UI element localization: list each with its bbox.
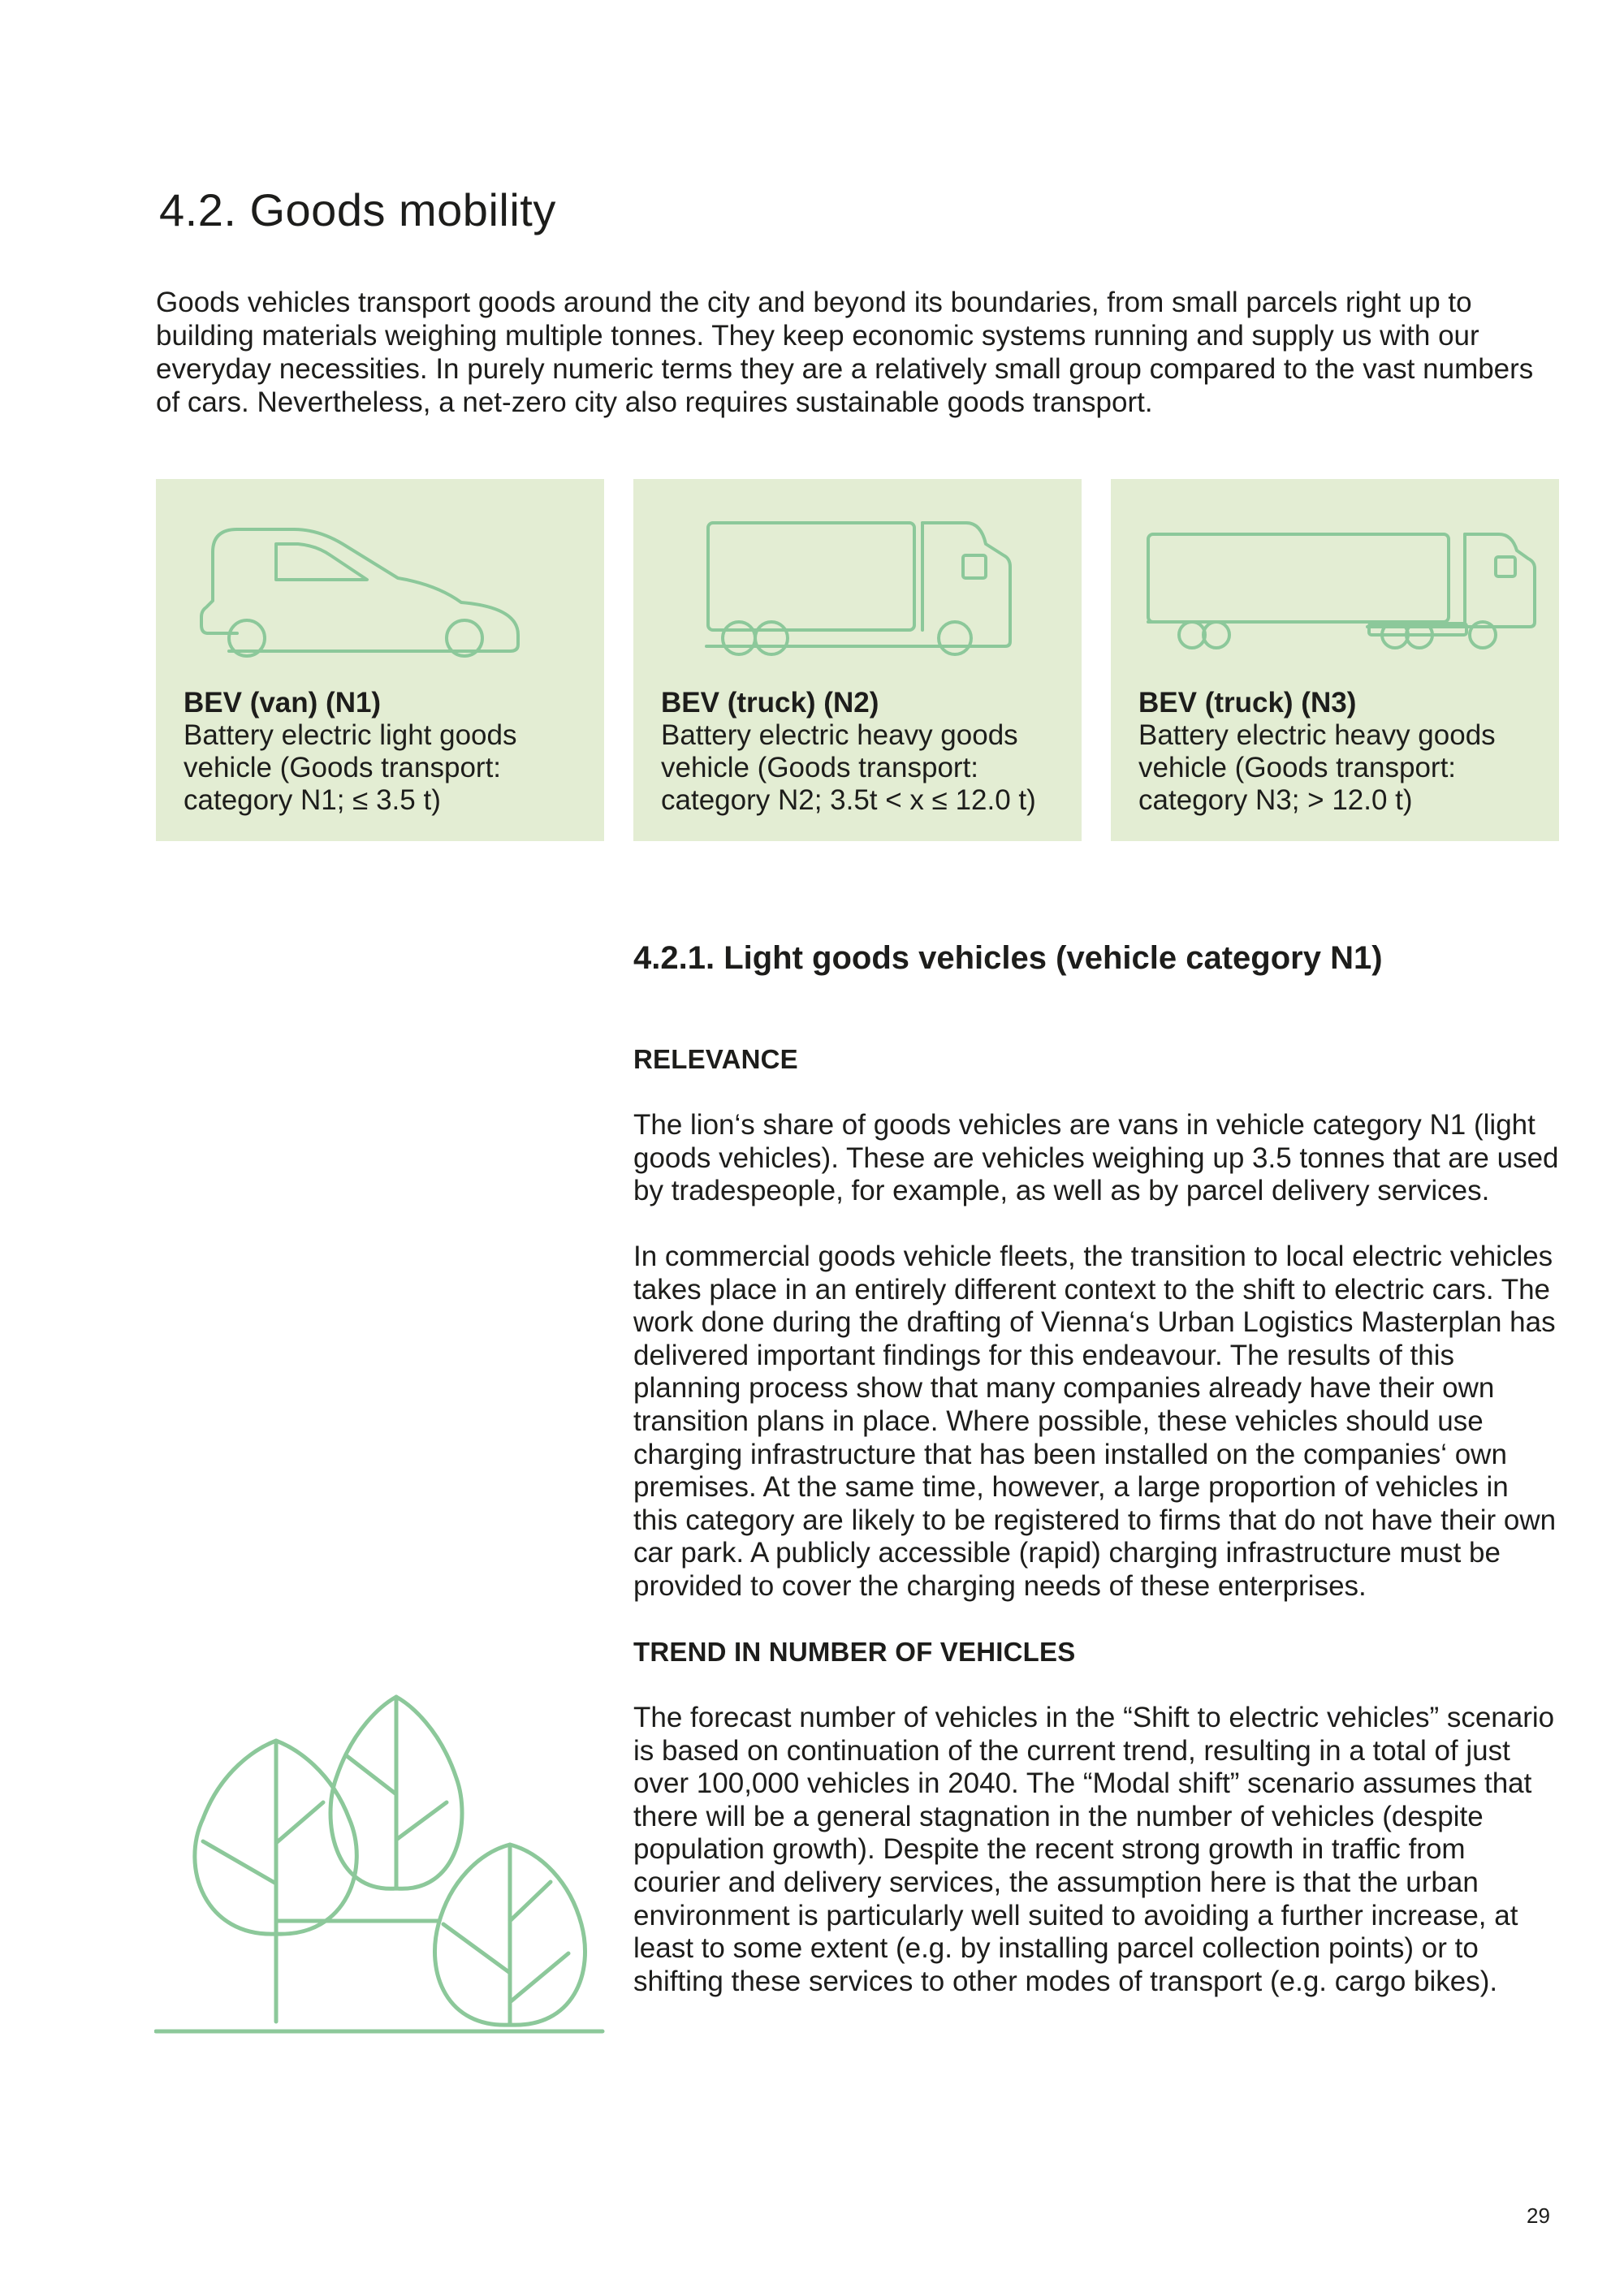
truck-icon: [633, 479, 1082, 658]
card-description: Battery electric heavy goods vehicle (Goods transport: category N2; 3.5t < x ≤ 12.0 t): [661, 719, 1036, 816]
trend-paragraph: The forecast number of vehicles in the “Shift to electric vehicles” scenario is based on continuation of the current trend, resulting in a total of just over 100,000 vehicles in 2040. The “Modal shift” scenario assumes that there will be a general stagnation in the number of vehicles (despite population growth). Despite the recent strong growth in traffic from courier and delivery services, the assumption here is that the urban environment is particularly well suited to avoiding a further increase, at least to some extent (e.g. by installing parcel collection points) or to shifting these services to other modes of transport (e.g. cargo bikes).: [633, 1702, 1555, 1997]
relevance-paragraph-1: The lion‘s share of goods vehicles are vans in vehicle category N1 (light goods vehicles). These are vehicles weighing up 3.5 tonnes that are used by tradespeople, for example, as well as by parcel delivery services.: [633, 1109, 1559, 1207]
semi-truck-icon: [1111, 479, 1559, 658]
vehicle-card-n1: [156, 479, 604, 841]
relevance-heading: RELEVANCE: [633, 1044, 798, 1074]
trees-icon: [154, 1681, 609, 2038]
trend-heading: TREND IN NUMBER OF VEHICLES: [633, 1637, 1076, 1667]
vehicle-card-n3: [1111, 479, 1559, 841]
intro-paragraph: Goods vehicles transport goods around the city and beyond its boundaries, from small parcels right up to building materials weighing multiple tonnes. They keep economic systems running and supply us with our everyday necessities. In purely numeric terms they are a relatively small group compared to the vast numbers of cars. Nevertheless, a net-zero city also requires sustainable goods transport.: [156, 287, 1534, 418]
section-title: 4.2. Goods mobility: [159, 184, 556, 235]
card-description: Battery electric light goods vehicle (Goods transport: category N1; ≤ 3.5 t): [184, 719, 517, 816]
vehicle-card-n2: [633, 479, 1082, 841]
card-title: BEV (van) (N1): [184, 687, 382, 719]
card-description: Battery electric heavy goods vehicle (Goods transport: category N3; > 12.0 t): [1138, 719, 1496, 816]
page-number: 29: [1527, 2203, 1550, 2228]
van-icon: [156, 479, 604, 658]
relevance-paragraph-2: In commercial goods vehicle fleets, the transition to local electric vehicles takes place in an entirely different context to the shift to electric cars. The work done during the drafting of Vienna‘s Urban Logistics Masterplan has delivered important findings for this endeavour. The results of this planning process show that many companies already have their own transition plans in place. Where possible, these vehicles should use charging infrastructure that has been installed on the companies‘ own premises. At the same time, however, a large proportion of vehicles in this category are likely to be registered to firms that do not have their own car park. A publicly accessible (rapid) charging infrastructure must be provided to cover the charging needs of these enterprises.: [633, 1241, 1557, 1602]
card-title: BEV (truck) (N3): [1138, 687, 1357, 719]
card-title: BEV (truck) (N2): [661, 687, 879, 719]
subsection-title: 4.2.1. Light goods vehicles (vehicle category N1): [633, 940, 1383, 976]
